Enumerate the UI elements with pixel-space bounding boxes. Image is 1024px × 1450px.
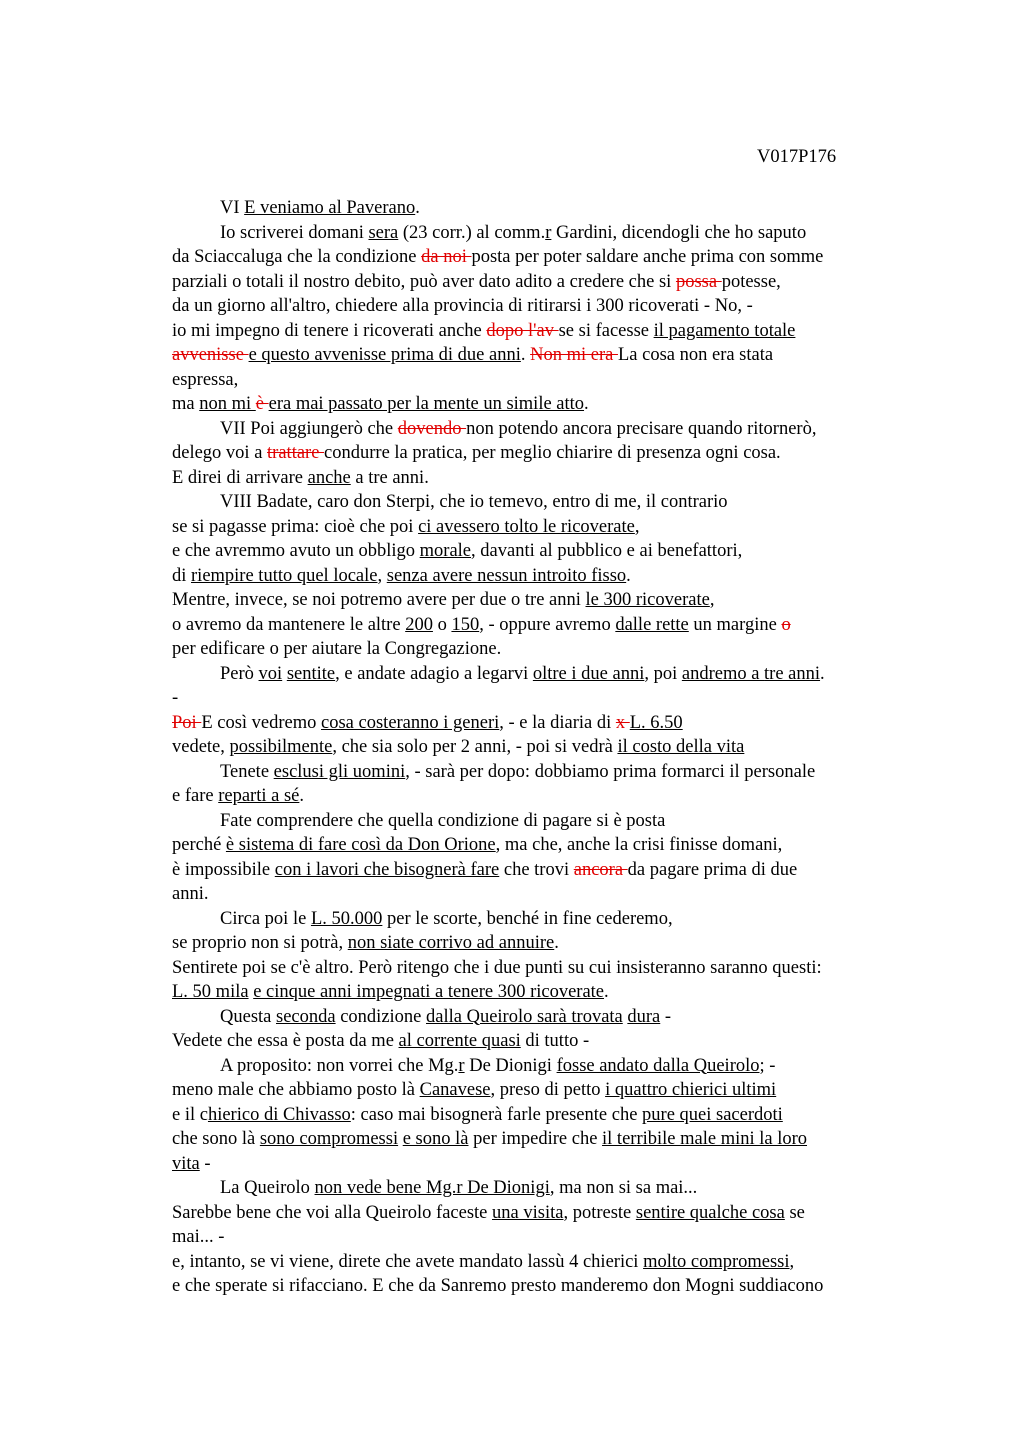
text-segment: o — [432, 614, 452, 635]
text-line — [172, 564, 902, 589]
text-segment: posta per poter saldare anche prima con somme — [471, 247, 824, 267]
text-line — [172, 490, 902, 515]
underlined-text: molto compromessi — [643, 1251, 790, 1272]
text-segment: che sono là — [172, 1129, 260, 1149]
text-line — [172, 1201, 902, 1226]
text-segment: da Sciaccaluga che la condizione — [172, 247, 422, 267]
text-line — [172, 809, 902, 834]
text-segment: se si pagasse prima: cioè che poi — [172, 516, 419, 537]
text-line — [172, 417, 902, 442]
text-segment: La cosa non era stata — [617, 345, 774, 365]
underlined-text: i quattro chierici ultimi — [605, 1080, 777, 1100]
text-segment: e il c — [172, 1104, 208, 1125]
text-segment: . — [604, 982, 609, 1002]
text-segment: anni. — [172, 884, 209, 904]
text-segment: delego voi a — [172, 443, 268, 463]
text-segment: Gardini, dicendogli che ho saputo — [551, 222, 807, 243]
text-segment: , che sia solo per 2 anni, - poi si vedrà — [332, 737, 618, 757]
text-segment: per edificare o per aiutare la Congregazione. — [172, 639, 502, 659]
text-line — [172, 588, 902, 613]
text-line — [172, 1176, 902, 1201]
text-segment: è impossibile — [172, 859, 275, 880]
underlined-text: e cinque anni impegnati a tenere 300 ricoverate — [253, 982, 605, 1002]
text-segment: ma — [172, 394, 200, 414]
underlined-text: oltre i due anni — [532, 663, 645, 684]
underlined-text: e questo avvenisse prima di due anni — [248, 345, 521, 365]
text-segment: . — [584, 394, 589, 414]
text-segment: , - sarà per dopo: dobbiamo prima formarci il personale — [405, 761, 816, 782]
text-line — [172, 1078, 902, 1103]
text-segment: Vedete che essa è posta da me — [172, 1031, 399, 1051]
text-segment: o avremo da mantenere le altre — [172, 614, 406, 635]
underlined-text: esclusi gli uomini — [273, 761, 406, 782]
text-segment: di — [172, 565, 192, 586]
text-line — [172, 392, 902, 417]
text-segment: meno male che abbiamo posto là — [172, 1080, 420, 1100]
text-segment: , ma che, anche la crisi finisse domani, — [495, 835, 783, 855]
text-segment: a tre anni. — [350, 467, 429, 488]
text-line — [172, 760, 902, 785]
underlined-text: era mai passato per la mente un simile atto — [268, 394, 585, 414]
underlined-text: dalle rette — [615, 614, 689, 635]
underlined-text: ci avessero tolto le ricoverate — [418, 516, 635, 537]
text-line — [172, 319, 902, 344]
text-line — [172, 1127, 902, 1152]
underlined-text: con i lavori che bisognerà fare — [274, 859, 500, 880]
text-segment: Mentre, invece, se noi potremo avere per due o tre anni — [172, 590, 586, 610]
text-segment: da un giorno all'altro, chiedere alla provincia di ritirarsi i 300 ricoverati - No, - — [172, 296, 753, 316]
underlined-text: il pagamento totale — [653, 320, 796, 341]
text-segment: Circa poi le — [220, 908, 311, 929]
text-segment: VIII Badate, caro don Sterpi, che io temevo, entro di me, il contrario — [220, 492, 728, 512]
text-line — [172, 1274, 902, 1299]
underlined-text: il costo della vita — [617, 737, 745, 757]
text-line — [172, 343, 902, 368]
deleted-text: dopo l'av — [486, 320, 559, 341]
underlined-text: una visita — [492, 1202, 564, 1223]
text-segment: . — [554, 933, 559, 953]
text-line — [172, 858, 902, 883]
text-line — [172, 735, 902, 760]
underlined-text: E veniamo al Paverano — [244, 198, 416, 218]
underlined-text: riempire tutto quel locale — [191, 565, 378, 586]
underlined-text: pure quei sacerdoti — [642, 1104, 783, 1125]
text-segment: se — [784, 1202, 805, 1223]
text-segment: La Queirolo — [220, 1178, 315, 1198]
text-segment: , e andate adagio a legarvi — [335, 663, 533, 684]
underlined-text: andremo a — [681, 663, 765, 684]
deleted-text: x — [615, 712, 630, 733]
underlined-text: anche — [307, 467, 351, 488]
text-line — [172, 1029, 902, 1054]
text-line — [172, 907, 902, 932]
text-line — [172, 270, 902, 295]
text-segment: VI — [220, 198, 245, 218]
text-segment: , davanti al pubblico e ai benefattori, — [471, 541, 743, 561]
text-line — [172, 1005, 902, 1030]
text-segment: Fate comprendere che quella condizione di pagare si è posta — [220, 810, 666, 831]
text-segment: , — [377, 565, 387, 586]
text-segment: condurre la pratica, per meglio chiarire di presenza ogni cosa. — [324, 443, 781, 463]
text-segment: perché — [172, 835, 226, 855]
text-segment: VII Poi aggiungerò che — [220, 418, 398, 439]
text-line — [172, 221, 902, 246]
text-segment: condizione — [335, 1006, 427, 1027]
text-segment: e fare — [172, 786, 219, 806]
underlined-text: sentire qualche cosa — [635, 1202, 785, 1223]
deleted-text: da noi — [421, 247, 472, 267]
underlined-text: 200 — [405, 614, 433, 635]
text-segment: di tutto - — [520, 1031, 590, 1051]
text-segment: un margine — [688, 614, 782, 635]
text-line — [172, 466, 902, 491]
text-segment: . — [626, 565, 631, 586]
text-segment: , - oppure avremo — [479, 614, 616, 635]
text-line — [172, 613, 902, 638]
text-segment: Tenete — [220, 761, 274, 782]
underlined-text: Canavese — [419, 1080, 491, 1100]
text-segment: espressa, — [172, 369, 239, 390]
text-segment: . — [415, 198, 420, 218]
text-segment: e, intanto, se vi viene, direte che avete mandato lassù 4 chierici — [172, 1251, 644, 1272]
text-line — [172, 294, 902, 319]
text-segment: (23 corr.) al comm. — [398, 222, 546, 243]
text-segment: per le scorte, benché in fine cederemo, — [382, 908, 673, 929]
text-segment: - — [660, 1006, 672, 1027]
text-segment: Sentirete poi se c'è altro. Però ritengo che i due punti su cui insisteranno saranno questi: — [172, 957, 822, 978]
underlined-text: non vede bene Mg.r De Dionigi — [314, 1178, 550, 1198]
underlined-text: vita — [172, 1153, 200, 1174]
text-line — [172, 196, 902, 221]
underlined-text: cosa costeranno i generi — [321, 712, 500, 733]
text-segment: - — [199, 1153, 211, 1174]
underlined-text: è sistema di fare così da Don Orione — [225, 835, 496, 855]
underlined-text: non mi — [199, 394, 256, 414]
text-segment: , potreste — [563, 1202, 636, 1223]
text-line — [172, 956, 902, 981]
deleted-text: dovendo — [397, 418, 467, 439]
deleted-text: ancora — [573, 859, 628, 880]
text-segment: e che avremmo avuto un obbligo — [172, 541, 420, 561]
text-segment: mai... - — [172, 1227, 225, 1247]
underlined-text: r — [458, 1055, 465, 1076]
text-segment: io mi impegno di tenere i ricoverati anche — [172, 320, 487, 341]
underlined-text: r — [545, 222, 552, 243]
text-line — [172, 368, 902, 393]
underlined-text: tre anni — [764, 663, 821, 684]
underlined-text: al corrente quasi — [398, 1031, 521, 1051]
text-line — [172, 539, 902, 564]
underlined-text: L. 6.50 — [629, 712, 683, 733]
text-line — [172, 833, 902, 858]
underlined-text: L. 50 mila — [172, 982, 249, 1002]
text-segment: se proprio non si potrà, — [172, 933, 348, 953]
text-segment: Questa — [220, 1006, 276, 1027]
text-segment: se si facesse — [558, 320, 654, 341]
text-line — [172, 980, 902, 1005]
underlined-text: reparti a sé — [218, 786, 300, 806]
text-segment: che trovi — [499, 859, 574, 880]
underlined-text: hierico di Chivasso — [207, 1104, 351, 1125]
text-segment: - — [172, 688, 179, 708]
text-segment: potesse, — [721, 271, 781, 292]
text-line — [172, 1152, 902, 1177]
text-segment: . — [520, 345, 531, 365]
text-line — [172, 637, 902, 662]
text-segment: , - e la diaria di — [499, 712, 616, 733]
text-segment: A proposito: non vorrei che Mg. — [220, 1055, 459, 1076]
underlined-text: non siate corrivo ad annuire — [347, 933, 555, 953]
underlined-text: L. 50.000 — [310, 908, 383, 929]
text-segment: parziali o totali il nostro debito, può aver dato adito a credere che si — [172, 271, 676, 292]
text-line — [172, 686, 902, 711]
text-segment: . — [820, 663, 825, 684]
deleted-text: è — [255, 394, 269, 414]
text-segment: ; - — [759, 1055, 776, 1076]
deleted-text: o — [781, 614, 791, 635]
text-line — [172, 882, 902, 907]
text-line — [172, 711, 902, 736]
text-line — [172, 515, 902, 540]
underlined-text: morale — [419, 541, 472, 561]
page-id: V017P176 — [757, 147, 837, 167]
underlined-text: seconda — [276, 1006, 336, 1027]
text-segment: , preso di petto — [490, 1080, 606, 1100]
deleted-text: avvenisse — [172, 345, 249, 365]
text-segment: Però — [220, 663, 259, 684]
deleted-text: Non mi era — [530, 345, 618, 365]
text-segment: non potendo ancora precisare quando ritornerò, — [466, 418, 817, 439]
letter-body — [172, 196, 902, 1299]
underlined-text: 150 — [451, 614, 480, 635]
text-line — [172, 1103, 902, 1128]
text-segment: : caso mai bisognerà farle presente che — [350, 1104, 643, 1125]
text-line — [172, 662, 902, 687]
underlined-text: sono compromessi — [259, 1129, 399, 1149]
text-line — [172, 441, 902, 466]
underlined-text: sera — [368, 222, 399, 243]
deleted-text: possa — [675, 271, 722, 292]
underlined-text: dalla Queirolo sarà trovata — [426, 1006, 623, 1027]
text-segment: , — [789, 1251, 795, 1272]
text-line — [172, 1054, 902, 1079]
underlined-text: senza avere nessun introito fisso — [386, 565, 627, 586]
text-segment: E così vedremo — [201, 712, 322, 733]
text-segment: per impedire che — [468, 1129, 603, 1149]
text-line — [172, 1250, 902, 1275]
text-segment: Sarebbe bene che voi alla Queirolo faceste — [172, 1202, 493, 1223]
text-segment: Io scriverei domani — [220, 222, 369, 243]
text-segment: da pagare prima di due — [627, 859, 798, 880]
text-segment: E direi di arrivare — [172, 467, 308, 488]
underlined-text: le 300 ricoverate — [585, 590, 710, 610]
underlined-text: dura — [627, 1006, 661, 1027]
text-line — [172, 1225, 902, 1250]
text-line — [172, 931, 902, 956]
text-line — [172, 784, 902, 809]
underlined-text: voi — [258, 663, 283, 684]
text-line — [172, 245, 902, 270]
text-segment: , — [634, 516, 640, 537]
text-segment: . — [299, 786, 304, 806]
text-segment: , poi — [644, 663, 682, 684]
underlined-text: il terribile male mini la loro — [602, 1129, 808, 1149]
underlined-text: e sono là — [402, 1129, 469, 1149]
text-segment: , ma non si sa mai... — [549, 1178, 698, 1198]
deleted-text: trattare — [267, 443, 325, 463]
underlined-text: possibilmente — [229, 737, 333, 757]
text-segment: De Dionigi — [464, 1055, 557, 1076]
underlined-text: sentite — [286, 663, 336, 684]
deleted-text: Poi — [172, 712, 202, 733]
text-segment: vedete, — [172, 737, 230, 757]
text-segment: e che sperate si rifacciano. E che da Sanremo presto manderemo don Mogni suddiacono — [172, 1276, 824, 1296]
underlined-text: fosse andato dalla Queirolo — [556, 1055, 760, 1076]
text-segment: , — [709, 590, 715, 610]
